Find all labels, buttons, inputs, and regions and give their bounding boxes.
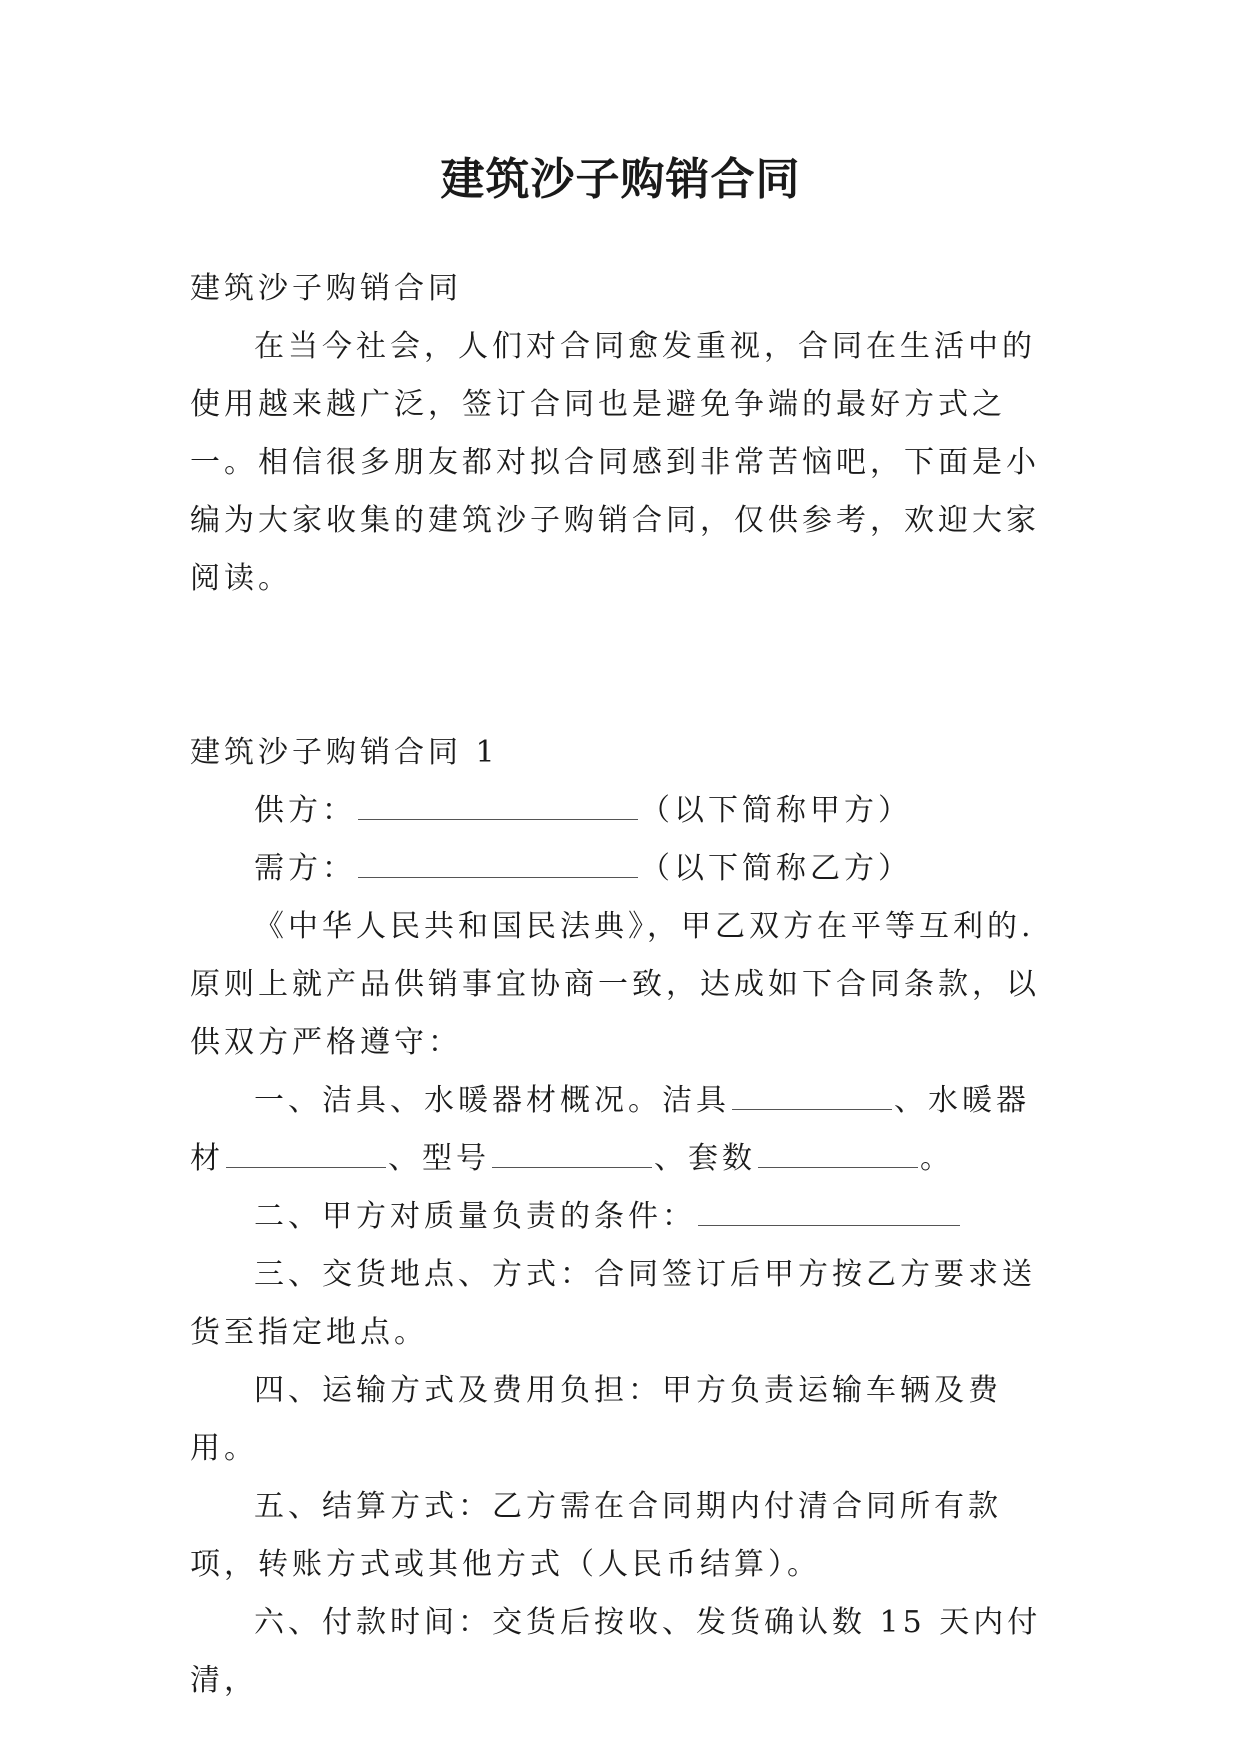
clause-1 xyxy=(190,1072,1060,1188)
document-title: 建筑沙子购销合同 xyxy=(440,154,801,205)
clause1-text-c: 、型号 xyxy=(388,1141,490,1176)
clause-2 xyxy=(190,1188,1060,1246)
section-spacer xyxy=(190,608,1060,724)
quality-condition-blank[interactable] xyxy=(698,1195,960,1226)
clause-6: 六、付款时间：交货后按收、发货确认数 15 天内付清， xyxy=(190,1605,1042,1698)
supplier-blank[interactable] xyxy=(358,789,638,820)
plumbing-equipment-blank[interactable] xyxy=(226,1137,386,1168)
clause1-text-e: 。 xyxy=(920,1141,954,1176)
buyer-line xyxy=(190,840,1060,898)
document-body xyxy=(190,260,1060,1710)
buyer-blank[interactable] xyxy=(358,847,638,878)
clause2-text: 二、甲方对质量负责的条件： xyxy=(254,1199,696,1234)
clause-3: 三、交货地点、方式：合同签订后甲方按乙方要求送货至指定地点。 xyxy=(190,1257,1036,1350)
intro-paragraph: 在当今社会，人们对合同愈发重视，合同在生活中的使用越来越广泛，签订合同也是避免争端的最好方式之一。相信很多朋友都对拟合同感到非常苦恼吧，下面是小编为大家收集的建筑沙子购销合同，仅供参考，欢迎大家阅读。 xyxy=(190,329,1040,596)
model-blank[interactable] xyxy=(492,1137,652,1168)
supplier-line xyxy=(190,782,1060,840)
document-heading: 建筑沙子购销合同 xyxy=(190,271,462,306)
preamble-paragraph: 《中华人民共和国民法典》，甲乙双方在平等互利的.原则上就产品供销事宜协商一致，达成如下合同条款，以供双方严格遵守： xyxy=(190,909,1040,1060)
buyer-suffix: （以下简称乙方） xyxy=(640,851,912,886)
clause-4: 四、运输方式及费用负担：甲方负责运输车辆及费用。 xyxy=(190,1373,1002,1466)
clause-5: 五、结算方式：乙方需在合同期内付清合同所有款项，转账方式或其他方式（人民币结算）。 xyxy=(190,1489,1002,1582)
set-count-blank[interactable] xyxy=(758,1137,918,1168)
sanitary-ware-blank[interactable] xyxy=(732,1079,892,1110)
clause1-text-b: 、水暖器材 xyxy=(190,1083,1030,1176)
buyer-label: 需方： xyxy=(254,851,356,886)
section-title: 建筑沙子购销合同 1 xyxy=(190,735,499,770)
supplier-suffix: （以下简称甲方） xyxy=(640,793,912,828)
supplier-label: 供方： xyxy=(254,793,356,828)
clause1-text-a: 一、洁具、水暖器材概况。洁具 xyxy=(254,1083,730,1118)
clause1-text-d: 、套数 xyxy=(654,1141,756,1176)
